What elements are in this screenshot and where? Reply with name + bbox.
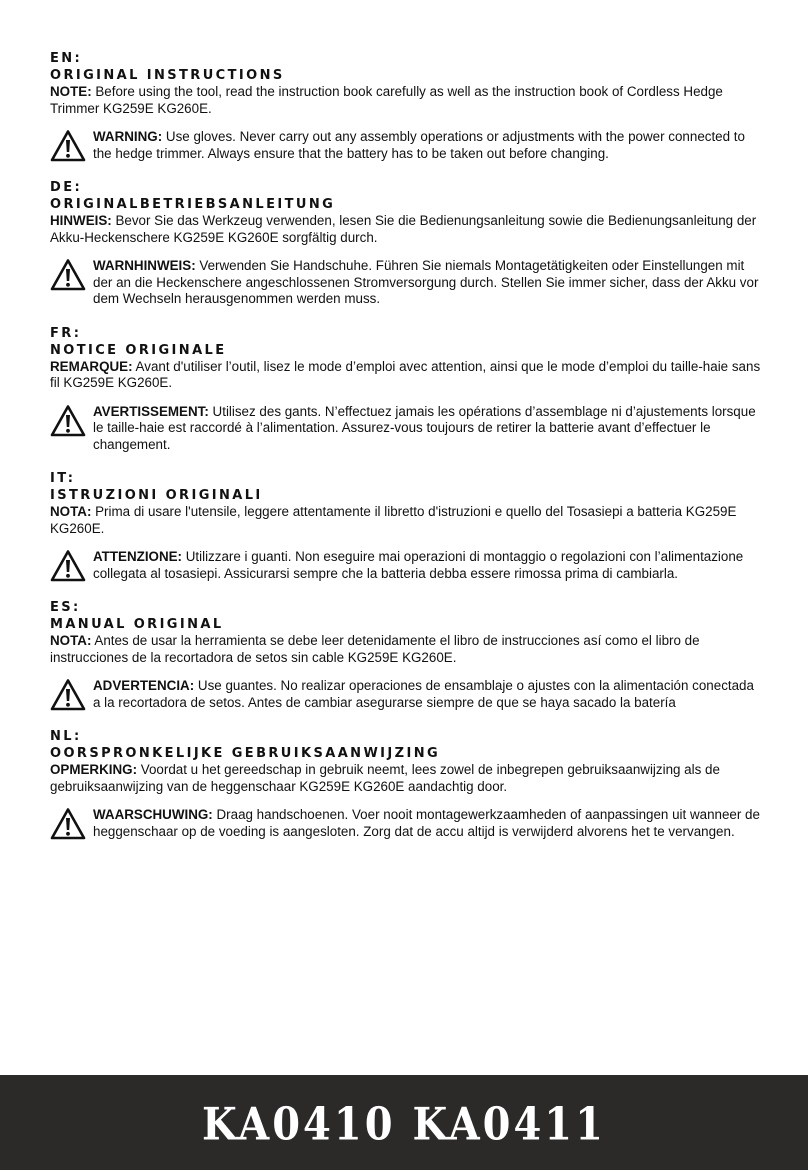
section-title: ISTRUZIONI ORIGINALI [50,488,263,503]
note-label: NOTA: [50,504,92,519]
note-label: REMARQUE: [50,358,133,374]
section-fr [50,325,762,454]
warning [50,549,762,582]
language-code: EN: [50,51,83,66]
note [50,359,762,392]
warning [50,129,762,162]
language-code: FR: [50,325,82,341]
warning-triangle-icon [50,258,86,292]
warning-text: Utilizzare i guanti. Non eseguire mai operazioni di montaggio o regolazioni con l’alimentazione collegata al tosasiepi. Assicurarsi sempre che la batteria debba essere rimossa prima di cambiarla. [93,549,744,581]
language-code: NL: [50,729,82,744]
warning-text: Verwenden Sie Handschuhe. Führen Sie niemals Montagetätigkeiten oder Einstellungen mit der an die Heckenschere angeschlossenen Stromversorgung durch. Stellen Sie immer sicher, dass der Akku vor dem Wechseln herausgenommen werden muss. [93,258,759,306]
note [50,633,762,666]
note [50,84,762,117]
section-es [50,599,762,711]
section-title: ORIGINALBETRIEBSANLEITUNG [50,197,336,212]
note-label: NOTA: [50,633,92,648]
warning-triangle-icon [50,678,86,712]
section-title: MANUAL ORIGINAL [50,617,224,632]
warning-label: WARNING: [93,129,163,144]
note-text: Prima di usare l'utensile, leggere attentamente il libretto d'istruzioni e quello del Tosasiepi a batteria KG259E KG260E. [50,504,737,536]
instructions-content [50,50,762,857]
footer-bar [0,1075,808,1170]
warning-label: AVERTISSEMENT: [93,403,209,419]
warning [50,678,762,711]
warning-triangle-icon [50,549,86,583]
note-label: OPMERKING: [50,762,138,777]
section-title: NOTICE ORIGINALE [50,342,227,358]
warning-triangle-icon [50,404,86,438]
note-text: Avant d'utiliser l’outil, lisez le mode d’emploi avec attention, ainsi que le mode d’emploi du taille-haie sans fil KG259E KG260E. [50,358,761,390]
language-code: IT: [50,471,76,486]
section-de [50,179,762,308]
model-number-title: KA0410 KA0411 [202,1098,606,1151]
section-title: OORSPRONKELIJKE GEBRUIKSAANWIJZING [50,746,441,761]
section-en [50,50,762,162]
note-label: NOTE: [50,84,92,99]
warning [50,258,762,308]
warning-label: WARNHINWEIS: [93,258,196,273]
note [50,762,762,795]
note-text: Antes de usar la herramienta se debe leer detenidamente el libro de instrucciones así como el libro de instrucciones de la recortadora de setos sin cable KG259E KG260E. [50,633,700,665]
warning-text: Draag handschoenen. Voer nooit montagewerkzaamheden of aanpassingen uit wanneer de heggenschaar op de voeding is aangesloten. Zorg dat de accu altijd is verwijderd alvorens het te vervangen. [93,807,760,839]
warning [50,404,762,454]
warning-text: Utilisez des gants. N’effectuez jamais les opérations d’assemblage ni d’ajustements lorsque le taille-haie est raccordé à l’alimentation. Assurez-vous toujours de retirer la batterie avant d’effectuer le changement. [93,403,756,452]
section-title: ORIGINAL INSTRUCTIONS [50,68,285,83]
note-text: Voordat u het gereedschap in gebruik neemt, lees zowel de inbegrepen gebruiksaanwijzing als de gebruiksaanwijzing van de heggenschaar KG259E KG260E aandachtig door. [50,762,720,794]
warning-text: Use guantes. No realizar operaciones de ensamblaje o ajustes con la alimentación conectada a la recortadora de setos. Antes de cambiar asegurarse siempre de que se haya sacado la batería [93,678,754,710]
language-code: ES: [50,600,81,615]
note-text: Bevor Sie das Werkzeug verwenden, lesen Sie die Bedienungsanleitung sowie die Bedienungsanleitung der Akku-Heckenschere KG259E KG260E sorgfältig durch. [50,213,757,245]
language-code: DE: [50,180,83,195]
warning-triangle-icon [50,807,86,841]
section-nl [50,728,762,840]
warning-label: ADVERTENCIA: [93,678,195,693]
note [50,504,762,537]
section-it [50,470,762,582]
warning-text: Use gloves. Never carry out any assembly operations or adjustments with the power connected to the hedge trimmer. Always ensure that the battery has to be taken out before changing. [93,129,745,161]
warning-label: WAARSCHUWING: [93,807,213,822]
note-text: Before using the tool, read the instruction book carefully as well as the instruction book of Cordless Hedge Trimmer KG259E KG260E. [50,84,723,116]
warning-label: ATTENZIONE: [93,549,183,564]
warning-triangle-icon [50,129,86,163]
warning [50,807,762,840]
note-label: HINWEIS: [50,213,112,228]
note [50,213,762,246]
